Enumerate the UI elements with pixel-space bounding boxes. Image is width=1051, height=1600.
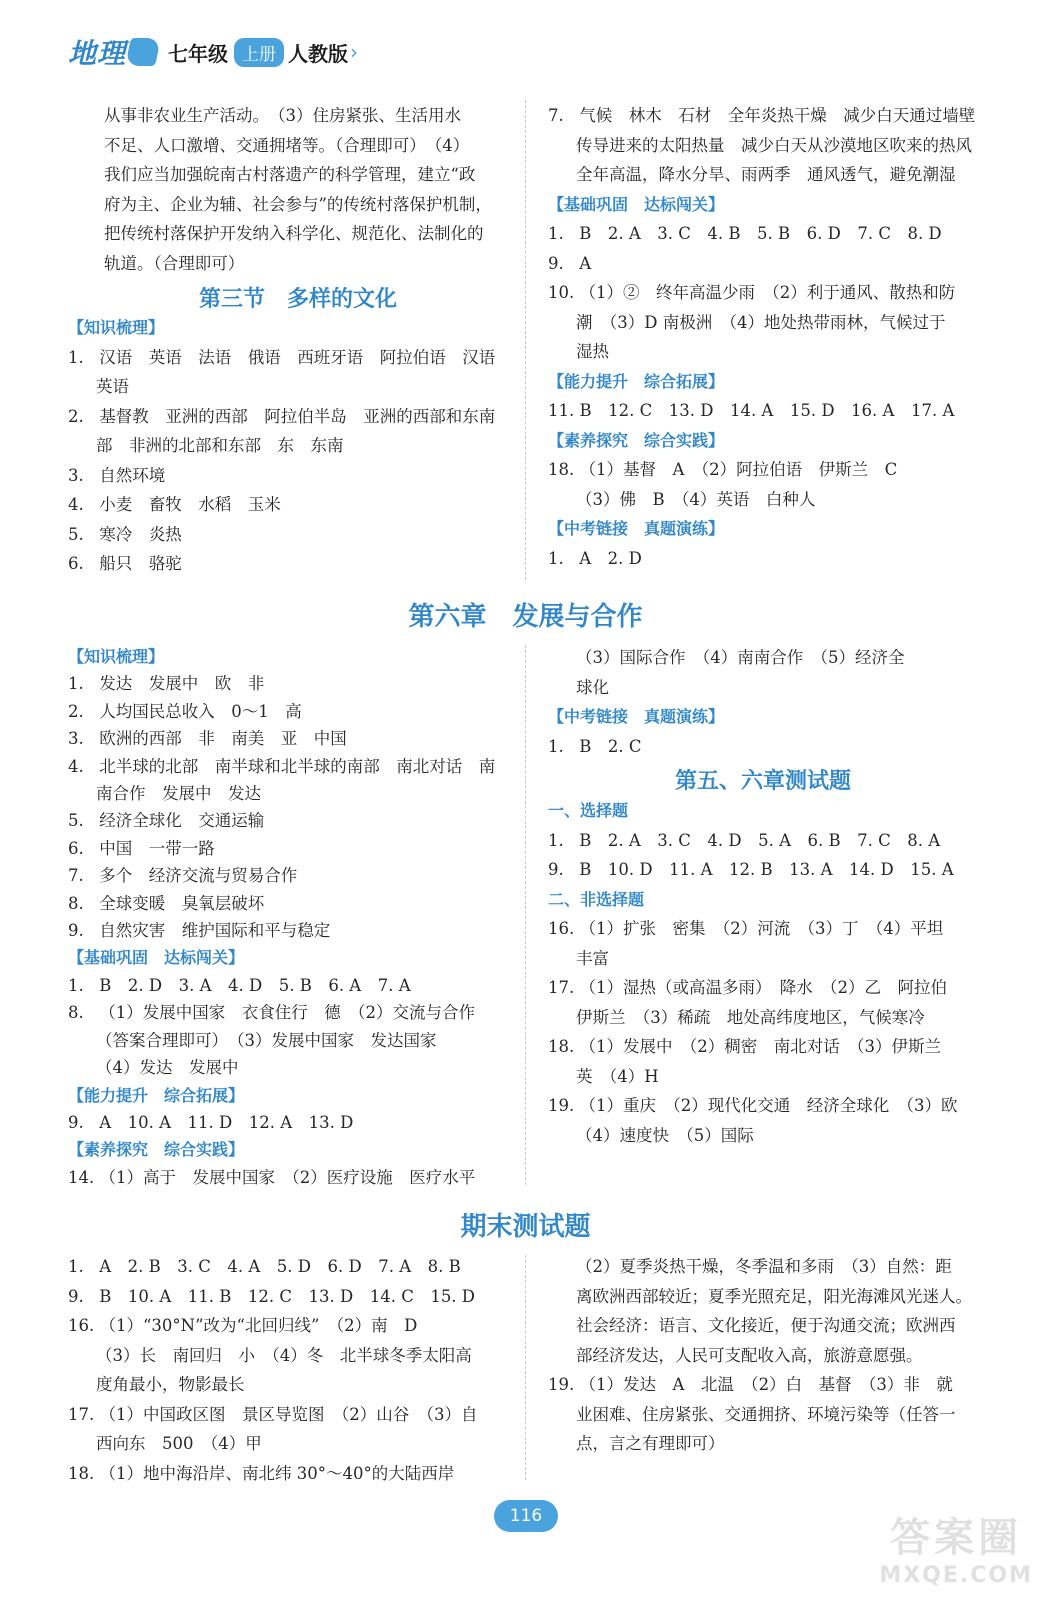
chapter6-title: 第六章 发展与合作 — [408, 602, 643, 632]
question-number: 9. — [68, 1112, 84, 1132]
watermark-logo: 答案圈 — [890, 1515, 1023, 1561]
answer-line — [548, 396, 998, 426]
question-number: 2. — [68, 701, 84, 721]
chapter6-right-column — [548, 643, 998, 761]
question-number: 17. — [68, 1404, 95, 1424]
section-label: 【能力提升 综合拓展】 — [548, 371, 725, 391]
column-divider-3 — [525, 1255, 526, 1480]
question-number: 16. — [548, 919, 575, 938]
answer-line — [68, 1109, 518, 1136]
answer-line — [68, 753, 518, 780]
answer-line — [548, 732, 998, 762]
answer-text: （1）发展中 （2）稠密 南北对话 （3）伊斯兰 — [574, 1037, 941, 1056]
answer-line — [68, 725, 518, 752]
answer-text: （1）发达 A 北温 （2）白 基督 （3）非 就 — [574, 1375, 953, 1394]
question-number: 1. — [68, 674, 84, 694]
answer-line — [548, 455, 998, 485]
column-divider-2 — [525, 645, 526, 1185]
version-label: 人教版 — [288, 41, 349, 66]
answer-line — [68, 835, 518, 862]
answer-text: B 2. A 3. C 4. B 5. B 6. D 7. C 8. D — [574, 224, 942, 243]
answer-text: 全球变暖 臭氧层破坏 — [94, 893, 265, 913]
answer-text: A — [574, 253, 592, 273]
answer-continuation: 西向东 500 （4）甲 — [96, 1434, 262, 1453]
answer-continuation: 英 （4）H — [576, 1066, 659, 1086]
answer-text: 汉语 英语 法语 俄语 西班牙语 阿拉伯语 汉语 — [94, 347, 496, 367]
answer-text: （1）重庆 （2）现代化交通 经济全球化 （3）欧 — [574, 1096, 958, 1115]
answer-line — [68, 549, 518, 579]
answer-text: B 2. D 3. A 4. D 5. B 6. A 7. A — [94, 975, 411, 995]
paragraph-line: 我们应当加强皖南古村落遗产的科学管理，建立“政 — [104, 165, 476, 184]
answer-line — [68, 972, 518, 999]
volume-badge: 上册 — [234, 38, 284, 67]
answer-text: B 2. A 3. C 4. D 5. A 6. B 7. C 8. A — [574, 830, 941, 850]
answer-continuation: （4）速度快 （5）国际 — [576, 1125, 754, 1145]
answer-text: （1）湿热（或高温多雨） 降水 （2）乙 阿拉伯 — [574, 978, 947, 997]
question-number: 8. — [68, 1003, 84, 1023]
answer-line — [68, 1311, 518, 1341]
answer-continuation: 丰富 — [576, 948, 609, 968]
answer-continuation: 全年高温，降水分旱、雨两季 通风透气，避免潮湿 — [576, 165, 956, 184]
final-title: 期末测试题 — [460, 1212, 591, 1242]
question-number: 7. — [68, 866, 84, 886]
answer-line — [548, 1032, 998, 1062]
answer-line — [548, 855, 998, 885]
answer-text: 寒冷 炎热 — [94, 524, 182, 544]
question-number: 9. — [68, 921, 84, 941]
answer-line — [68, 1400, 518, 1430]
watermark — [879, 1506, 1033, 1588]
answer-text: （1）“30°N”改为“北回归线” （2）南 D — [94, 1316, 418, 1335]
question-number: 4. — [68, 495, 84, 514]
answer-text: （1）发展中国家 衣食住行 德 （2）交流与合作 — [94, 1003, 475, 1023]
final-left-column — [68, 1252, 518, 1488]
question-number: 11. — [548, 401, 575, 420]
question-number: 16. — [68, 1316, 95, 1335]
question-number: 19. — [548, 1375, 575, 1394]
answer-continuation: 传导进来的太阳热量 减少白天从沙漠地区吹来的热风 — [576, 135, 972, 155]
watermark-url: MXQE.COM — [879, 1563, 1033, 1588]
answer-continuation: 部经济发达，人民可支配收入高，旅游意愿强。 — [576, 1345, 923, 1365]
grade-label: 七年级 — [168, 41, 229, 66]
brand-logo: 地理 — [68, 37, 127, 70]
question-number: 5. — [68, 811, 84, 831]
answer-line — [548, 826, 998, 856]
brand-mark-icon — [125, 38, 161, 66]
section-label: 二、非选择题 — [548, 889, 645, 909]
question-number: 3. — [68, 465, 84, 485]
column-divider-1 — [525, 100, 526, 580]
chapter6-left-column — [68, 643, 518, 1191]
answer-line — [68, 402, 518, 432]
question-number: 1. — [68, 1257, 84, 1276]
answer-line — [548, 973, 998, 1003]
answer-text: 多个 经济交流与贸易合作 — [94, 866, 298, 886]
answer-text: B 10. A 11. B 12. C 13. D 14. C 15. D — [94, 1286, 476, 1306]
section3-title: 第三节 多样的文化 — [198, 287, 397, 312]
answer-text: （1）高于 发展中国家 （2）医疗设施 医疗水平 — [94, 1167, 476, 1187]
section-label: 【基础巩固 达标闯关】 — [68, 948, 245, 968]
section-label: 【基础巩固 达标闯关】 — [548, 194, 725, 214]
top-left-column — [104, 101, 509, 278]
answer-continuation: 南合作 发展中 发达 — [96, 784, 261, 804]
answer-continuation: 潮 （3）D 南极洲 （4）地处热带雨林，气候过于 — [576, 312, 946, 332]
section-label: 【中考链接 真题演练】 — [548, 707, 725, 726]
answer-text: 气候 林木 石材 全年炎热干燥 减少白天通过墙壁 — [574, 106, 976, 125]
answer-line — [68, 343, 518, 373]
answer-line — [68, 698, 518, 725]
answer-line — [68, 807, 518, 834]
answer-text: 发达 发展中 欧 非 — [94, 674, 265, 694]
answer-text: B 12. C 13. D 14. A 15. D 16. A 17. A — [574, 401, 955, 420]
answer-text: 基督教 亚洲的西部 阿拉伯半岛 亚洲的西部和东南 — [94, 406, 496, 426]
paragraph-line: 从事非农业生产活动。 （3）住房紧张、生活用水 — [104, 106, 461, 125]
answer-line — [68, 1252, 518, 1282]
answer-text: （1）中国政区图 景区导览图 （2）山谷 （3）自 — [94, 1404, 478, 1424]
question-number: 6. — [68, 838, 84, 858]
paragraph-line: 不足、人口激增、交通拥堵等。（合理即可） （4） — [104, 135, 470, 155]
answer-line — [548, 1370, 998, 1400]
question-number: 9. — [548, 253, 564, 273]
page-header — [68, 30, 358, 74]
answer-text: 自然环境 — [94, 465, 166, 485]
section3-column — [68, 313, 518, 579]
question-number: 1. — [548, 736, 564, 756]
final-right-column — [548, 1252, 998, 1459]
answer-text: 自然灾害 维护国际和平与稳定 — [94, 921, 331, 941]
answer-line — [548, 544, 998, 574]
section-label: 【知识梳理】 — [68, 318, 165, 337]
question-number: 7. — [548, 106, 564, 125]
answer-text: 北半球的北部 南半球和北半球的南部 南北对话 南 — [94, 756, 496, 776]
question-number: 3. — [68, 729, 84, 749]
answer-line — [548, 101, 998, 131]
question-number: 9. — [68, 1286, 84, 1306]
answer-text: 船只 骆驼 — [94, 554, 182, 573]
answer-line — [68, 670, 518, 697]
page-number: 116 — [494, 1500, 558, 1532]
question-number: 18. — [68, 1463, 95, 1483]
answer-line — [68, 890, 518, 917]
answer-line — [548, 914, 998, 944]
question-number: 9. — [548, 860, 564, 879]
question-number: 1. — [68, 347, 84, 367]
answer-text: （1）基督 A （2）阿拉伯语 伊斯兰 C — [574, 460, 898, 479]
answer-line — [548, 219, 998, 249]
answer-text: 小麦 畜牧 水稻 玉米 — [94, 495, 281, 514]
question-number: 18. — [548, 460, 575, 479]
question-number: 17. — [548, 978, 575, 997]
answer-continuation: （3）佛 B （4）英语 白种人 — [576, 489, 816, 509]
test56-title: 第五、六章测试题 — [674, 769, 851, 794]
answer-line — [548, 249, 998, 279]
answer-continuation: 业困难、住房紧张、交通拥挤、环境污染等（任答一 — [576, 1404, 956, 1424]
answer-text: 中国 一带一路 — [94, 838, 215, 858]
section-label: 【知识梳理】 — [68, 647, 165, 666]
question-number: 2. — [68, 406, 84, 426]
answer-continuation: （4）发达 发展中 — [96, 1058, 239, 1078]
answer-line — [68, 1459, 518, 1489]
paragraph-line: 把传统村落保护开发纳入科学化、规范化、法制化的 — [104, 224, 484, 243]
answer-line — [548, 278, 998, 308]
answer-continuation: （3）长 南回归 小 （4）冬 北半球冬季太阳高 — [96, 1345, 472, 1365]
question-number: 1. — [548, 830, 564, 850]
question-number: 1. — [548, 224, 564, 243]
answer-line — [68, 490, 518, 520]
answer-continuation: 部 非洲的北部和东部 东 东南 — [96, 436, 344, 455]
answer-line — [68, 461, 518, 491]
question-number: 1. — [68, 975, 84, 995]
top-right-column — [548, 101, 998, 573]
question-number: 6. — [68, 554, 84, 573]
answer-text: 经济全球化 交通运输 — [94, 811, 265, 831]
answer-continuation: 伊斯兰 （3）稀疏 地处高纬度地区，气候寒冷 — [576, 1007, 925, 1027]
answer-text: B 10. D 11. A 12. B 13. A 14. D 15. A — [574, 860, 954, 879]
question-number: 10. — [548, 283, 575, 302]
answer-text: （1）② 终年高温少雨 （2）利于通风、散热和防 — [574, 283, 956, 302]
answer-line — [548, 1091, 998, 1121]
answer-text: 人均国民总收入 0～1 高 — [94, 701, 302, 721]
answer-line — [68, 917, 518, 944]
answer-continuation: 社会经济：语言、文化接近，便于沟通交流；欧洲西 — [576, 1316, 956, 1335]
answer-continuation: （2）夏季炎热干燥，冬季温和多雨 （3）自然：距 — [576, 1257, 952, 1276]
question-number: 14. — [68, 1167, 95, 1187]
answer-line — [68, 999, 518, 1026]
answer-continuation: 湿热 — [576, 342, 609, 361]
answer-text: B 2. C — [574, 736, 642, 756]
section-label: 一、选择题 — [548, 801, 629, 820]
answer-continuation: 离欧洲西部较近；夏季光照充足，阳光海滩风光迷人。 — [576, 1286, 972, 1306]
section-label: 【能力提升 综合拓展】 — [68, 1085, 245, 1105]
answer-continuation: 球化 — [576, 677, 609, 697]
answer-text: （1）扩张 密集 （2）河流 （3）丁 （4）平坦 — [574, 919, 944, 938]
answer-text: （1）地中海沿岸、南北纬 30°～40°的大陆西岸 — [94, 1463, 455, 1483]
answer-text: A 10. A 11. D 12. A 13. D — [94, 1112, 354, 1132]
paragraph-line: 府为主、企业为辅、社会参与”的传统村落保护机制， — [104, 194, 492, 214]
answer-continuation: 点，言之有理即可） — [576, 1434, 725, 1453]
question-number: 4. — [68, 756, 84, 776]
answer-continuation: 度角最小，物影最长 — [96, 1375, 245, 1394]
answer-line — [68, 1164, 518, 1191]
question-number: 19. — [548, 1096, 575, 1115]
answer-text: A 2. B 3. C 4. A 5. D 6. D 7. A 8. B — [94, 1257, 461, 1276]
question-number: 5. — [68, 524, 84, 544]
question-number: 18. — [548, 1037, 575, 1056]
section-label: 【素养探究 综合实践】 — [68, 1140, 245, 1160]
section-label: 【素养探究 综合实践】 — [548, 430, 725, 450]
answer-continuation: （3）国际合作 （4）南南合作 （5）经济全 — [576, 648, 905, 667]
answer-text: A 2. D — [574, 548, 642, 568]
answer-line — [68, 1282, 518, 1312]
paragraph-line: 轨道。（合理即可） — [104, 253, 245, 273]
chevron-right-icon: › — [350, 40, 359, 64]
answer-text: 欧洲的西部 非 南美 亚 中国 — [94, 729, 347, 749]
question-number: 1. — [548, 548, 564, 568]
answer-line — [68, 520, 518, 550]
question-number: 8. — [68, 893, 84, 913]
test56-column — [548, 796, 998, 1150]
section-label: 【中考链接 真题演练】 — [548, 519, 725, 538]
answer-continuation: 英语 — [96, 377, 129, 396]
answer-line — [68, 862, 518, 889]
answer-continuation: （答案合理即可） （3）发展中国家 发达国家 — [96, 1030, 437, 1050]
